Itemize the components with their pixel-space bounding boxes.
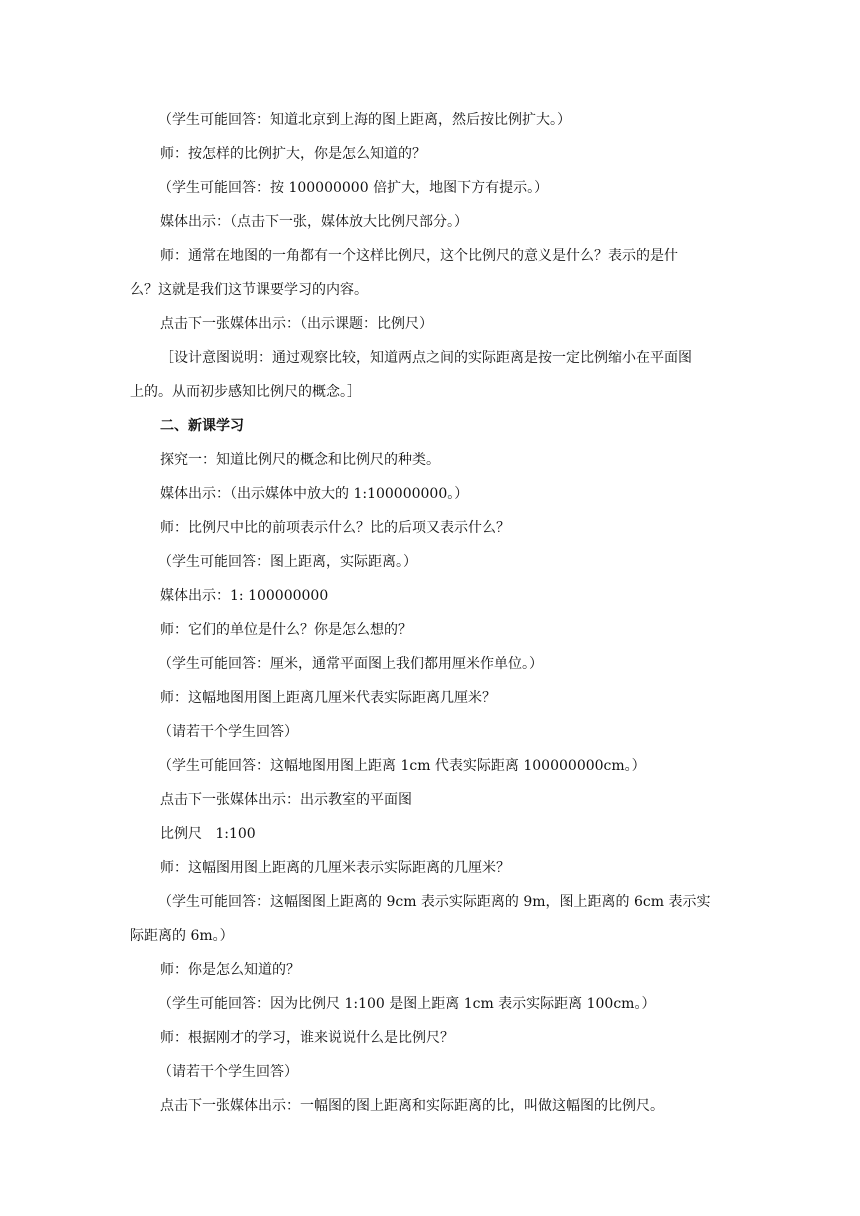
paragraph: （请若干个学生回答） bbox=[158, 1064, 298, 1080]
paragraph: 师：这幅图用图上距离的几厘米表示实际距离的几厘米？ bbox=[160, 860, 510, 876]
paragraph: 媒体出示：1: 100000000 bbox=[160, 588, 329, 604]
paragraph: 点击下一张媒体出示：出示教室的平面图 bbox=[160, 792, 412, 808]
paragraph: 点击下一张媒体出示：一幅图的图上距离和实际距离的比，叫做这幅图的比例尺。 bbox=[160, 1098, 664, 1114]
paragraph: 点击下一张媒体出示：（出示课题：比例尺） bbox=[160, 316, 433, 332]
design-intent-note: ［设计意图说明：通过观察比较，知道两点之间的实际距离是按一定比例缩小在平面图 bbox=[160, 350, 692, 366]
paragraph: （学生可能回答：知道北京到上海的图上距离，然后按比例扩大。） bbox=[158, 112, 571, 128]
section-heading: 二、新课学习 bbox=[160, 418, 244, 434]
paragraph: （学生可能回答：这幅图图上距离的 9cm 表示实际距离的 9m，图上距离的 6cm 表示实 bbox=[158, 894, 711, 910]
paragraph: （学生可能回答：图上距离，实际距离。） bbox=[158, 554, 417, 570]
paragraph: 探究一：知道比例尺的概念和比例尺的种类。 bbox=[160, 452, 440, 468]
paragraph: 师：它们的单位是什么？你是怎么想的？ bbox=[160, 622, 412, 638]
paragraph: （请若干个学生回答） bbox=[158, 724, 298, 740]
paragraph: 师：通常在地图的一角都有一个这样比例尺，这个比例尺的意义是什么？表示的是什 bbox=[160, 248, 678, 264]
paragraph: 师：你是怎么知道的？ bbox=[160, 962, 300, 978]
document-body bbox=[130, 110, 740, 1130]
paragraph: 师：比例尺中比的前项表示什么？比的后项又表示什么？ bbox=[160, 520, 510, 536]
paragraph: 媒体出示：（出示媒体中放大的 1:100000000。） bbox=[160, 486, 469, 502]
paragraph: （学生可能回答：按 100000000 倍扩大，地图下方有提示。） bbox=[158, 180, 549, 196]
paragraph: 比例尺 1:100 bbox=[160, 826, 256, 842]
paragraph: 师：这幅地图用图上距离几厘米代表实际距离几厘米？ bbox=[160, 690, 496, 706]
paragraph-continuation: 上的。从而初步感知比例尺的概念。］ bbox=[130, 384, 361, 400]
paragraph: 师：按怎样的比例扩大，你是怎么知道的？ bbox=[160, 146, 426, 162]
paragraph: 师：根据刚才的学习，谁来说说什么是比例尺？ bbox=[160, 1030, 454, 1046]
paragraph: （学生可能回答：厘米，通常平面图上我们都用厘米作单位。） bbox=[158, 656, 543, 672]
paragraph: （学生可能回答：这幅地图用图上距离 1cm 代表实际距离 100000000cm。） bbox=[158, 758, 646, 774]
paragraph: （学生可能回答：因为比例尺 1:100 是图上距离 1cm 表示实际距离 100cm。） bbox=[158, 996, 656, 1012]
paragraph: 媒体出示：（点击下一张，媒体放大比例尺部分。） bbox=[160, 214, 468, 230]
paragraph-continuation: 际距离的 6m。） bbox=[130, 928, 234, 944]
paragraph-continuation: 么？这就是我们这节课要学习的内容。 bbox=[130, 282, 368, 298]
